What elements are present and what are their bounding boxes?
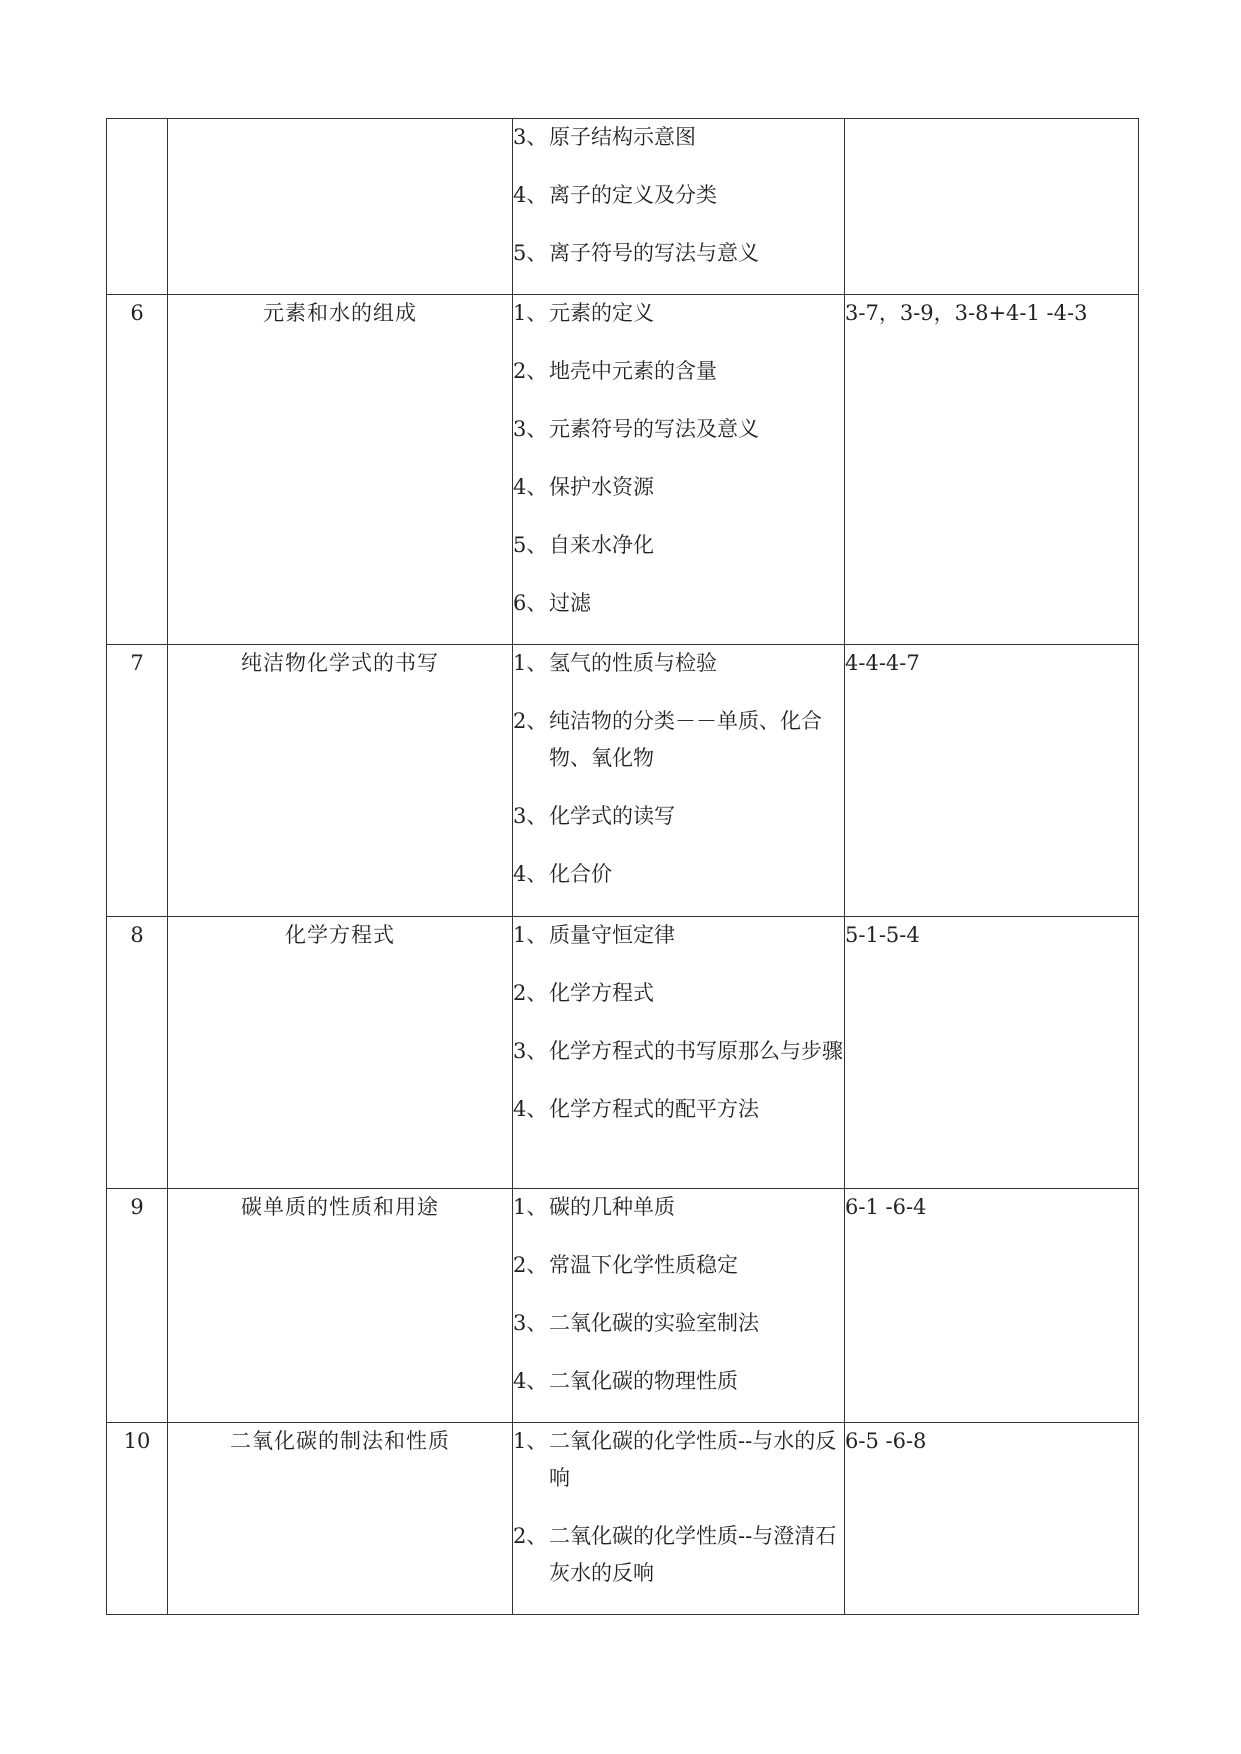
point-text: 离子的定义及分类 [549, 183, 717, 207]
table-row [107, 1423, 1139, 1615]
lesson-number: 9 [107, 1189, 168, 1423]
point-index: 4、 [513, 862, 548, 886]
table-row [107, 1189, 1139, 1423]
list-item [513, 645, 844, 682]
list-item [513, 917, 844, 954]
table-row [107, 917, 1139, 1189]
list-item [513, 353, 844, 390]
point-index: 6、 [513, 591, 548, 615]
knowledge-point-list [513, 119, 844, 272]
section-reference: 3-7，3-9，3-8+4-1 -4-3 [845, 295, 1139, 645]
point-text: 地壳中元素的含量 [549, 359, 717, 383]
section-reference: 5-1-5-4 [845, 917, 1139, 1189]
lesson-number: 6 [107, 295, 168, 645]
point-text: 自来水净化 [549, 533, 654, 557]
knowledge-points-cell [513, 119, 845, 295]
list-item [513, 177, 844, 214]
list-item [513, 975, 844, 1012]
section-reference: 6-1 -6-4 [845, 1189, 1139, 1423]
lesson-topic: 纯洁物化学式的书写 [168, 645, 513, 917]
lesson-number: 8 [107, 917, 168, 1189]
list-item [513, 1305, 844, 1342]
point-text: 二氧化碳的化学性质--与水的反响 [549, 1429, 837, 1490]
point-text: 元素的定义 [549, 301, 654, 325]
lesson-number: 10 [107, 1423, 168, 1615]
knowledge-points-cell [513, 917, 845, 1189]
list-item [513, 469, 844, 506]
point-text: 过滤 [549, 591, 591, 615]
list-item [513, 1189, 844, 1226]
table-row [107, 119, 1139, 295]
knowledge-point-list [513, 1189, 844, 1400]
point-text: 二氧化碳的化学性质--与澄清石灰水的反响 [549, 1524, 837, 1585]
point-index: 1、 [513, 1195, 548, 1219]
point-index: 4、 [513, 1369, 548, 1393]
point-index: 3、 [513, 804, 548, 828]
lesson-topic: 元素和水的组成 [168, 295, 513, 645]
point-index: 3、 [513, 125, 548, 149]
list-item [513, 527, 844, 564]
point-text: 保护水资源 [549, 475, 654, 499]
point-index: 1、 [513, 651, 548, 675]
point-text: 离子符号的写法与意义 [549, 241, 759, 265]
point-text: 二氧化碳的物理性质 [549, 1369, 738, 1393]
point-index: 4、 [513, 475, 548, 499]
list-item [513, 1363, 844, 1400]
point-text: 质量守恒定律 [549, 923, 675, 947]
knowledge-point-list [513, 295, 844, 622]
point-text: 元素符号的写法及意义 [549, 417, 759, 441]
list-item [513, 119, 844, 156]
point-text: 化学方程式 [549, 981, 654, 1005]
list-item [513, 235, 844, 272]
table-row [107, 295, 1139, 645]
knowledge-point-list [513, 645, 844, 893]
table-body [107, 119, 1139, 1615]
list-item [513, 703, 844, 777]
point-index: 5、 [513, 533, 548, 557]
point-text: 化学方程式的配平方法 [549, 1097, 759, 1121]
table-row [107, 645, 1139, 917]
point-text: 原子结构示意图 [549, 125, 696, 149]
section-reference: 6-5 -6-8 [845, 1423, 1139, 1615]
point-index: 2、 [513, 981, 548, 1005]
list-item [513, 295, 844, 332]
point-text: 氢气的性质与检验 [549, 651, 717, 675]
lesson-topic: 化学方程式 [168, 917, 513, 1189]
list-item [513, 1518, 844, 1592]
point-text: 碳的几种单质 [549, 1195, 675, 1219]
point-text: 化学式的读写 [549, 804, 675, 828]
point-text: 化合价 [549, 862, 612, 886]
point-index: 5、 [513, 241, 548, 265]
point-index: 4、 [513, 1097, 548, 1121]
list-item [513, 585, 844, 622]
point-index: 1、 [513, 1429, 548, 1453]
list-item [513, 1033, 844, 1070]
lesson-topic: 二氧化碳的制法和性质 [168, 1423, 513, 1615]
point-index: 2、 [513, 1524, 548, 1548]
point-index: 1、 [513, 301, 548, 325]
lesson-plan-table [106, 118, 1139, 1615]
point-index: 1、 [513, 923, 548, 947]
point-index: 3、 [513, 1311, 548, 1335]
point-index: 2、 [513, 359, 548, 383]
section-reference: 4-4-4-7 [845, 645, 1139, 917]
knowledge-points-cell [513, 645, 845, 917]
point-index: 2、 [513, 1253, 548, 1277]
lesson-number [107, 119, 168, 295]
list-item [513, 798, 844, 835]
list-item [513, 1091, 844, 1128]
point-index: 2、 [513, 709, 548, 733]
lesson-topic: 碳单质的性质和用途 [168, 1189, 513, 1423]
knowledge-points-cell [513, 1423, 845, 1615]
point-index: 3、 [513, 417, 548, 441]
list-item [513, 1247, 844, 1284]
point-index: 4、 [513, 183, 548, 207]
list-item [513, 411, 844, 448]
point-text: 常温下化学性质稳定 [549, 1253, 738, 1277]
point-text: 化学方程式的书写原那么与步骤 [549, 1039, 843, 1063]
list-item [513, 1423, 844, 1497]
point-text: 纯洁物的分类－－单质、化合物、氧化物 [549, 709, 822, 770]
lesson-number: 7 [107, 645, 168, 917]
knowledge-points-cell [513, 295, 845, 645]
point-text: 二氧化碳的实验室制法 [549, 1311, 759, 1335]
point-index: 3、 [513, 1039, 548, 1063]
knowledge-point-list [513, 917, 844, 1128]
knowledge-points-cell [513, 1189, 845, 1423]
list-item [513, 856, 844, 893]
knowledge-point-list [513, 1423, 844, 1592]
section-reference [845, 119, 1139, 295]
lesson-topic [168, 119, 513, 295]
